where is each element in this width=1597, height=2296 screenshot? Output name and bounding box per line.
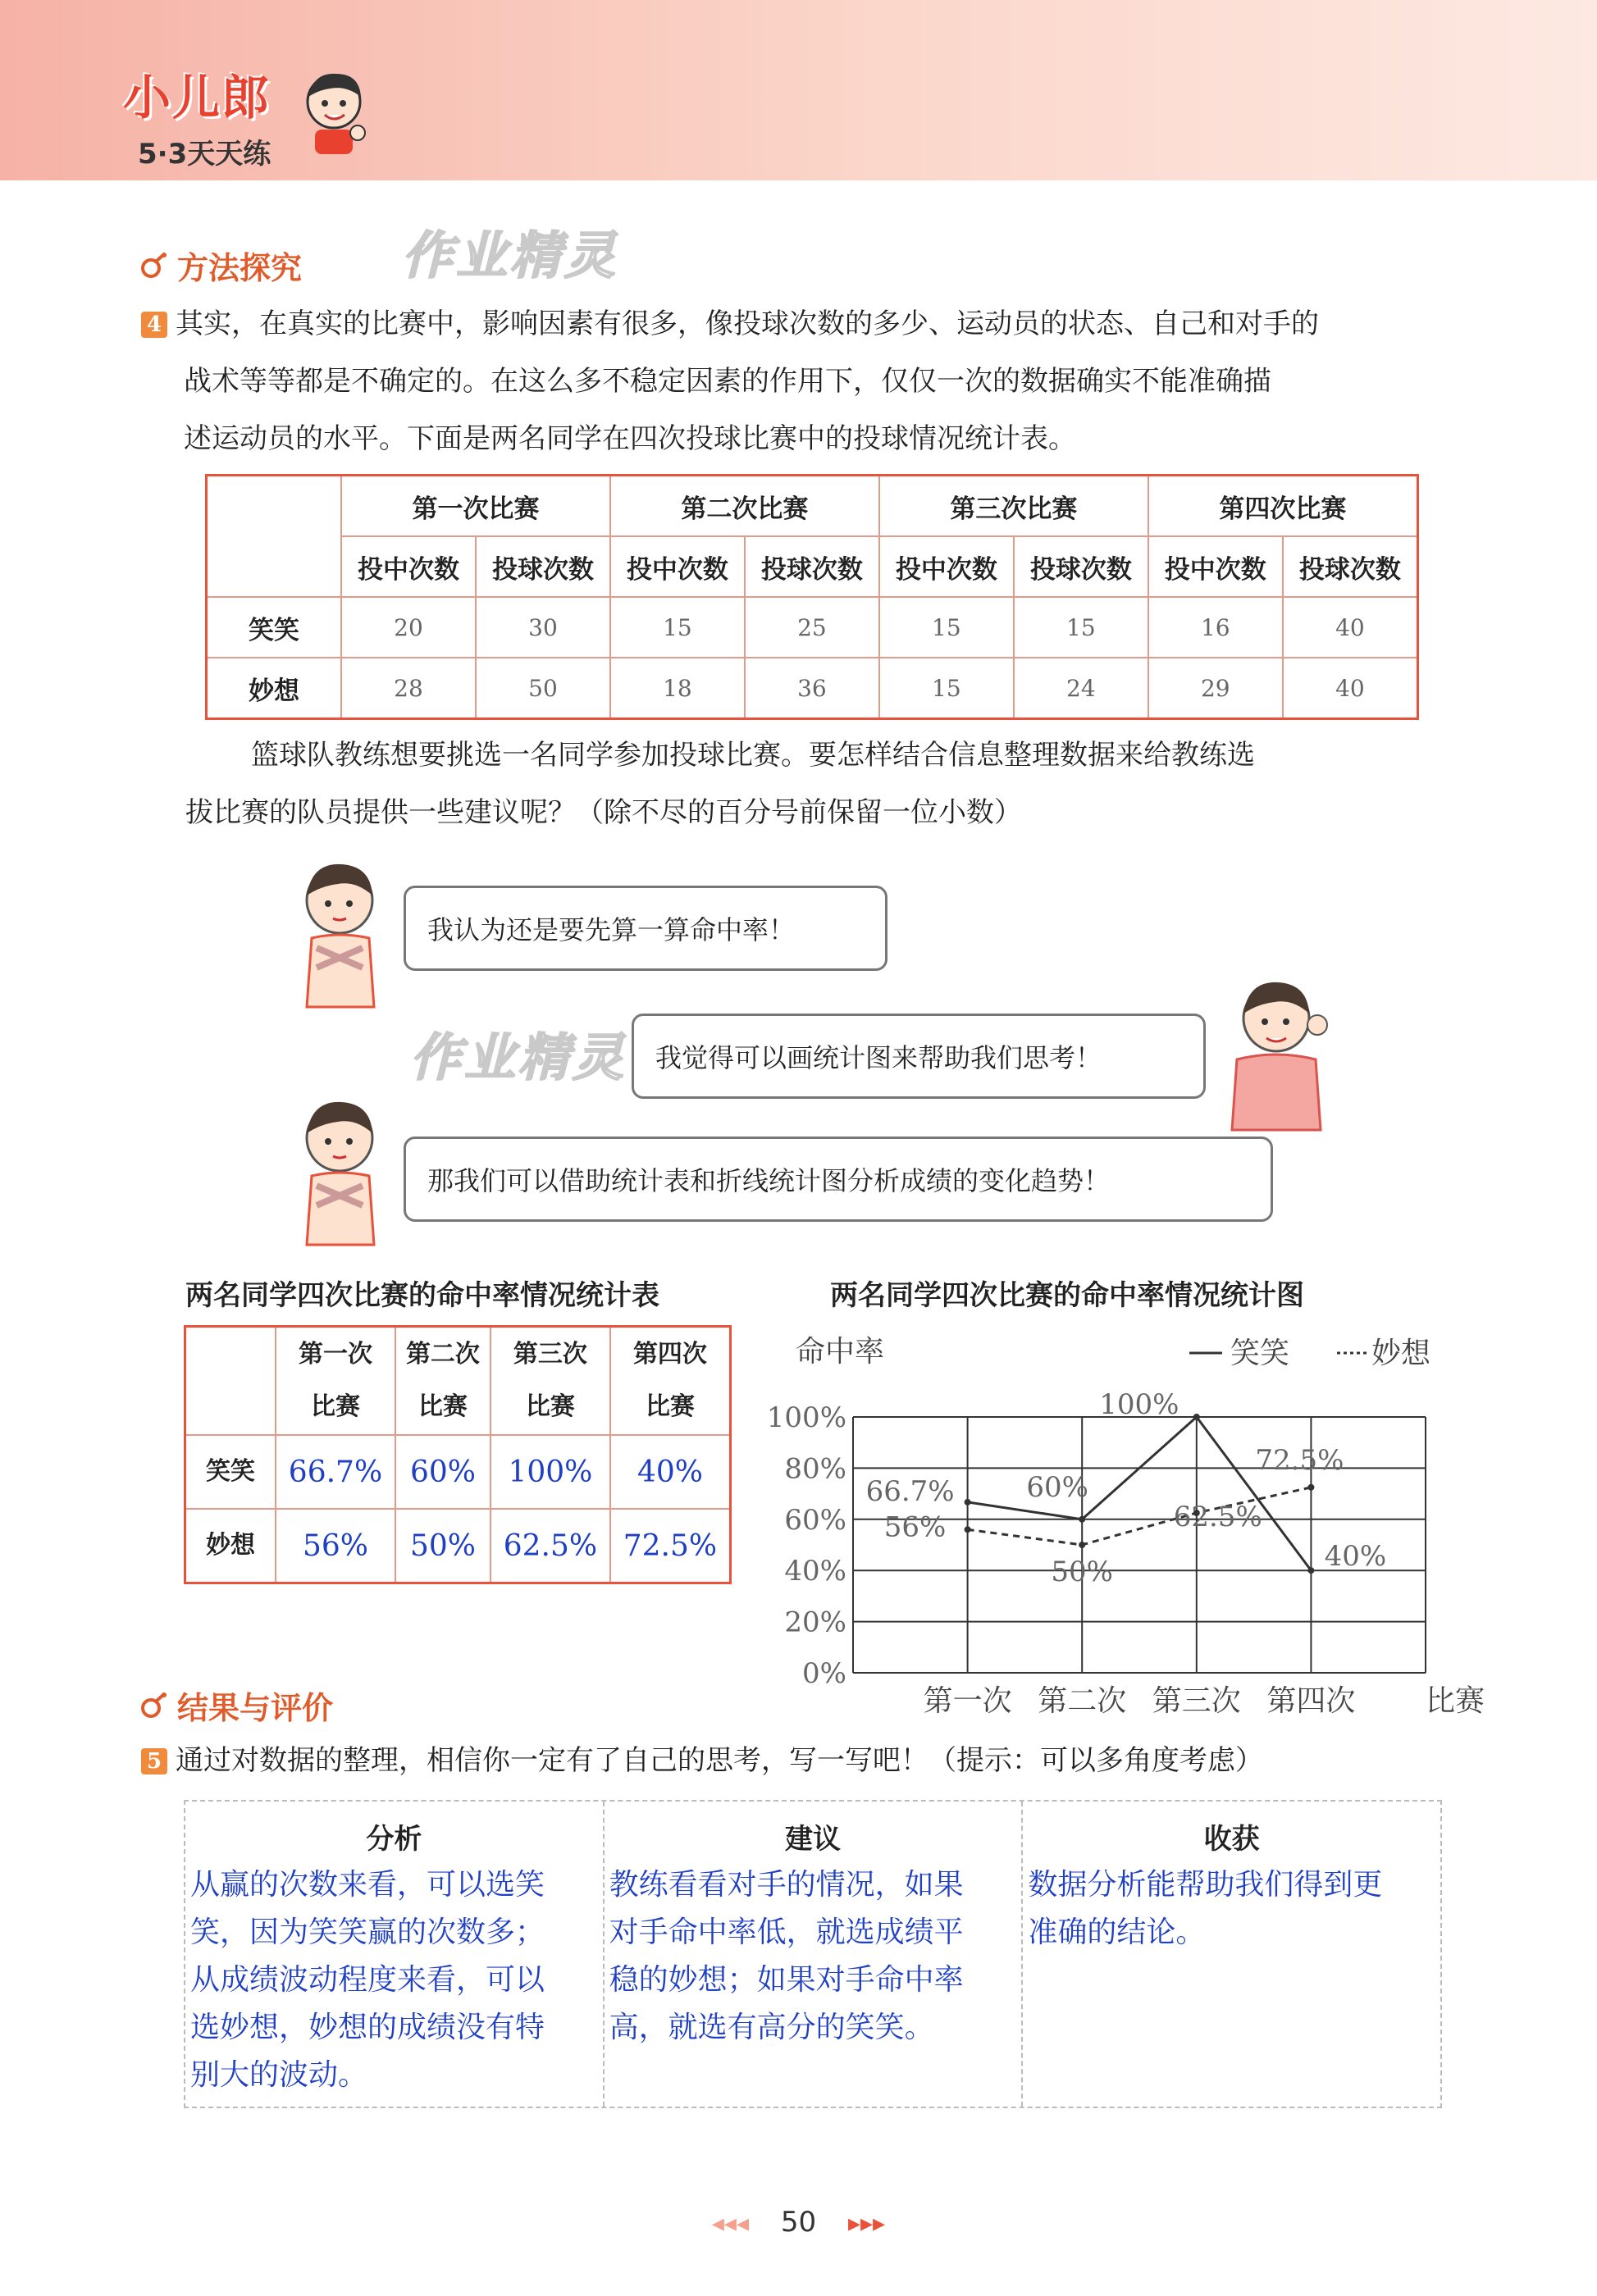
y-axis-ticks <box>767 1401 846 1690</box>
brand-logo: 小儿郎 <box>123 70 271 125</box>
x-axis-ticks <box>924 1684 1485 1718</box>
table-corner <box>207 476 342 598</box>
question-4-prompt: 篮球队教练想要挑选一名同学参加投球比赛。要怎样结合信息整理数据来给教练选 拔比赛的队员提供一些建议呢？（除不尽的百分号前保留一位小数） <box>185 739 1255 829</box>
y-tick-label: 100% <box>766 1401 846 1434</box>
speech-bubble-1: 我认为还是要先算一算命中率！ <box>404 886 887 971</box>
y-tick-label: 0% <box>802 1657 846 1690</box>
question-4-text: 4 其实，在真实的比赛中，影响因素有很多，像投球次数的多少、运动员的状态、自己和对手的 战术等等都是不确定的。在这么多不稳定因素的作用下，仅仅一次的数据确实不能准确描 述运动员的水平。下面是两名同学在四次投球比赛中的投球情况统计表。 <box>141 295 1453 467</box>
x-tick-label: 第一次 <box>923 1684 1012 1718</box>
data-point <box>965 1526 971 1533</box>
data-point <box>1193 1414 1200 1420</box>
hit-rate-table: 第一次 比赛 第二次 比赛 第三次 比赛 第四次 比赛 笑笑 66.7% 60% 100% 40% 妙想 56% 50% 62.5% 72.5% <box>184 1325 732 1584</box>
x-tick-label: 第四次 <box>1266 1684 1356 1718</box>
table-row: 妙想 56% 50% 62.5% 72.5% <box>185 1509 731 1583</box>
data-point <box>1079 1516 1085 1523</box>
data-label: 40% <box>1324 1540 1387 1574</box>
section-bullet-icon <box>139 252 167 280</box>
chart-series <box>965 1414 1315 1574</box>
table-row: 妙想 28 50 18 36 15 24 29 40 <box>207 658 1418 719</box>
y-tick-label: 40% <box>784 1555 846 1588</box>
legend-label-xiaoxiao: 笑笑 <box>1230 1337 1290 1370</box>
section-title-method: 方法探究 <box>139 243 302 288</box>
next-arrows-icon: ▸▸▸ <box>847 2209 886 2238</box>
data-point <box>965 1499 971 1506</box>
boy-thinking-icon-2 <box>292 1091 390 1246</box>
brand-subtitle: 5·3天天练 <box>138 138 271 171</box>
question-number: 4 <box>141 312 167 338</box>
table-corner <box>185 1327 276 1436</box>
data-label: 56% <box>883 1510 947 1544</box>
shooting-stats-table: 第一次比赛 第二次比赛 第三次比赛 第四次比赛 投中次数 投球次数 投中次数 投球次数 投中次数 投球次数 投中次数 投球次数 笑笑 20 30 15 25 15 15 16 40 妙想 28 50 18 36 15 24 29 40 <box>205 474 1419 720</box>
chart-legend <box>1189 1337 1431 1370</box>
y-tick-label: 60% <box>784 1503 846 1537</box>
data-label: 50% <box>1051 1556 1113 1588</box>
hit-rate-line-chart <box>738 1320 1485 1718</box>
table-row: 笑笑 66.7% 60% 100% 40% <box>185 1435 731 1509</box>
mascot-icon <box>297 67 371 157</box>
data-label: 72.5% <box>1255 1443 1344 1477</box>
answer-gain: 收获 数据分析能帮助我们得到更 准确的结论。 <box>1028 1823 1383 1949</box>
chart-caption: 两名同学四次比赛的命中率情况统计图 <box>830 1279 1304 1312</box>
prev-arrows-icon: ◂◂◂ <box>711 2209 750 2238</box>
data-label: 100% <box>1099 1388 1179 1421</box>
page-header <box>0 0 1597 180</box>
table2-caption: 两名同学四次比赛的命中率情况统计表 <box>185 1279 659 1312</box>
data-point <box>1307 1567 1314 1574</box>
speech-bubble-3: 那我们可以借助统计表和折线统计图分析成绩的变化趋势！ <box>404 1137 1273 1222</box>
data-point <box>1079 1542 1085 1548</box>
x-axis-label: 比赛 <box>1425 1684 1485 1718</box>
watermark-2: 作业精灵 <box>410 1027 627 1087</box>
watermark: 作业精灵 <box>402 226 619 285</box>
table-row: 笑笑 20 30 15 25 15 15 16 40 <box>207 597 1418 658</box>
x-tick-label: 第二次 <box>1038 1684 1127 1718</box>
series-line-xiaoxiao <box>968 1417 1312 1570</box>
x-tick-label: 第三次 <box>1152 1684 1241 1718</box>
data-label: 60% <box>1026 1470 1088 1504</box>
answer-advice: 建议 教练看看对手的情况，如果 对手命中率低，就选成绩平 稳的妙想；如果对手命中率 高，就选有高分的笑笑。 <box>605 1802 1024 2107</box>
data-point <box>1307 1484 1314 1491</box>
section-bullet-icon <box>139 1692 167 1720</box>
boy-thinking-icon <box>292 853 390 1009</box>
data-label: 66.7% <box>865 1474 955 1508</box>
y-tick-label: 20% <box>784 1606 846 1639</box>
page-number: 50 <box>780 2206 817 2239</box>
question-5-text: 5 通过对数据的整理，相信你一定有了自己的思考，写一写吧！（提示：可以多角度考虑） <box>141 1732 1470 1789</box>
answer-analysis: 分析 从赢的次数来看，可以选笑 笑，因为笑笑赢的次数多； 从成绩波动程度来看，可以 选妙想，妙想的成绩没有特 别大的波动。 <box>185 1802 605 2107</box>
boy-pointing-icon <box>1219 968 1342 1132</box>
y-tick-label: 80% <box>784 1452 846 1486</box>
legend-label-miaoxiang: 妙想 <box>1371 1337 1431 1370</box>
section-title-result: 结果与评价 <box>139 1683 333 1728</box>
page-footer <box>0 2206 1597 2239</box>
speech-bubble-2: 我觉得可以画统计图来帮助我们思考！ <box>632 1014 1206 1099</box>
question-number: 5 <box>141 1748 167 1774</box>
data-label: 62.5% <box>1173 1501 1262 1533</box>
answer-box <box>184 1800 1442 2108</box>
y-axis-label: 命中率 <box>796 1335 885 1369</box>
